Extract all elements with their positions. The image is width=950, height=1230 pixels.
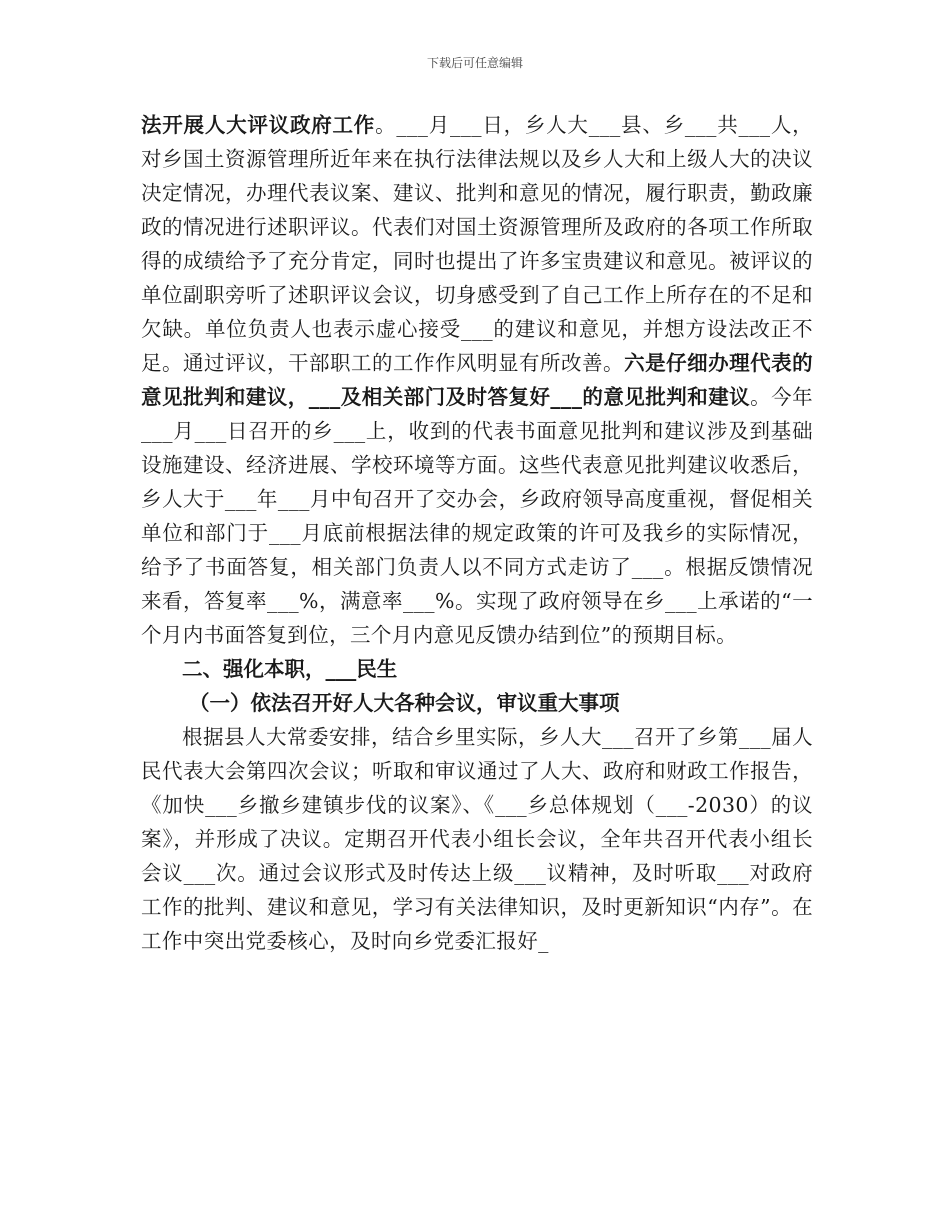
bold-lead-text: 法开展人大评议政府工作 — [141, 113, 376, 137]
subsection-heading-2-1: （一）依法召开好人大各种会议，审议重大事项 — [189, 691, 620, 715]
paragraph-1 — [141, 108, 813, 652]
paragraph-1-text-a: 。___月___日，乡人大___县、乡___共___人，对乡国土资源管理所近年来在执行法律法规以及乡人大和上级人大的决议决定情况，办理代表议案、建议、批判和意见的情况，履行职责，勤政廉政的情况进行述职评议。代表们对国土资源管理所及政府的各项工作所取得的成绩给予了充分肯定，同时也提出了许多宝贵建议和意见。被评议的单位副职旁听了述职评议会议，切身感受到了自己工作上所存在的不足和欠缺。单位负责人也表示虚心接受___的建议和意见，并想方设法改正不足。通过评议，干部职工的工作作风明显有所改善。 — [141, 113, 814, 375]
page-header: 下载后可任意编辑 — [426, 56, 523, 70]
paragraph-2: 根据县人大常委安排，结合乡里实际，乡人大___召开了乡第___届人民代表大会第四次会议；听取和审议通过了人大、政府和财政工作报告，《加快___乡撤乡建镇步伐的议案》、《___乡总体规划（___-2030）的议案》，并形成了决议。定期召开代表小组长会议，全年共召开代表小组长会议___次。通过会议形式及时传达上级___议精神，及时听取___对政府工作的批判、建议和意见，学习有关法律知识，及时更新知识“内存”。在工作中突出党委核心，及时向乡党委汇报好_ — [141, 725, 813, 953]
bold-point-six: 六是仔细办理代表的意见批判和建议，___及相关部门及时答复好___的意见批判和建议 — [141, 351, 814, 409]
section-heading-2: 二、强化本职，___民生 — [182, 657, 398, 681]
document-body — [141, 108, 813, 958]
paragraph-1-text-b: 。今年___月___日召开的乡___上，收到的代表书面意见批判和建议涉及到基础设施建设、经济进展、学校环境等方面。这些代表意见批判建议收悉后，乡人大于___年___月中旬召开了交办会，乡政府领导高度重视，督促相关单位和部门于___月底前根据法律的规定政策的许可及我乡的实际情况，给予了书面答复，相关部门负责人以不同方式走访了___。根据反馈情况来看，答复率___%，满意率___%。实现了政府领导在乡___上承诺的“一个月内书面答复到位，三个月内意见反馈办结到位”的预期目标。 — [141, 385, 813, 647]
